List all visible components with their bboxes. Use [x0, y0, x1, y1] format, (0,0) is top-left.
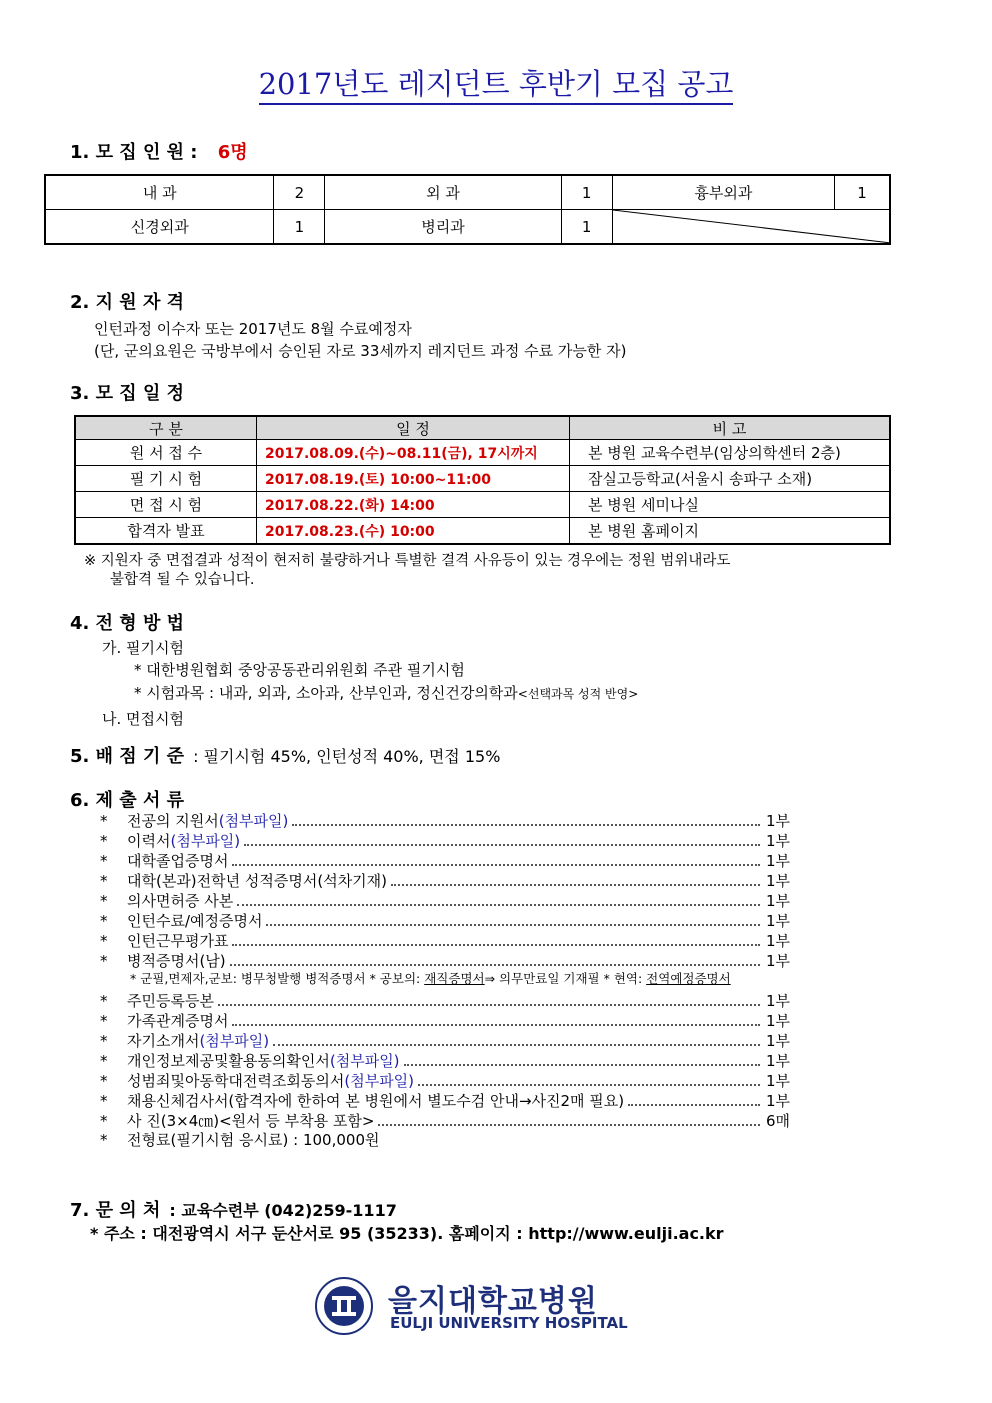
schedule-date: 2017.08.19.(토) 10:00~11:00 [257, 466, 570, 492]
scoring-text: : 필기시험 45%, 인턴성적 40%, 면접 15% [193, 747, 501, 766]
eligibility-line-1: 인턴과정 이수자 또는 2017년도 8월 수료예정자 [94, 320, 412, 338]
document-count: 1부 [765, 932, 790, 950]
empty-diagonal-cell [612, 210, 890, 245]
document-name: 개인정보제공및활용동의확인서 [127, 1052, 330, 1070]
schedule-note: 본 병원 교육수련부(임상의학센터 2층) [570, 440, 891, 466]
hospital-name-korean: 을지대학교병원 [388, 1284, 598, 1319]
table-row [75, 518, 890, 545]
hospital-name-english: EULJI UNIVERSITY HOSPITAL [390, 1314, 628, 1332]
written-exam-detail-2 [134, 683, 638, 704]
document-count: 1부 [765, 812, 790, 830]
list-item: * 사 진(3×4㎝)<원서 등 부착용 포함> 6매 [100, 1112, 790, 1130]
document-name: 가족관계증명서 [127, 1012, 229, 1030]
table-row [75, 492, 890, 518]
document-name: 병적증명서(남) [127, 952, 226, 970]
quota-table [44, 174, 891, 245]
exam-subjects-note: <선택과목 성적 반영> [517, 687, 639, 701]
document-count: 1부 [765, 952, 790, 970]
dot-leader [232, 851, 760, 866]
document-name: 의사면허증 사본 [127, 892, 234, 910]
list-item: * 의사면허증 사본 1부 [100, 892, 790, 910]
schedule-date: 2017.08.23.(수) 10:00 [257, 518, 570, 545]
list-item: * 인턴근무평가표 1부 [100, 932, 790, 950]
schedule-header: 구 분 [75, 416, 257, 440]
dot-leader [218, 991, 760, 1006]
document-name: 인턴근무평가표 [127, 932, 229, 950]
dot-leader [391, 871, 760, 886]
list-item: * 병적증명서(남) 1부 [100, 952, 790, 970]
document-count: 1부 [765, 992, 790, 1010]
quota-count: 1 [835, 175, 890, 210]
quota-count: 1 [561, 175, 612, 210]
written-exam-detail-1: * 대한병원협회 중앙공동관리위원회 주관 필기시험 [134, 661, 465, 679]
document-count: 1부 [765, 852, 790, 870]
list-item: * 자기소개서(첨부파일) 1부 [100, 1032, 790, 1050]
attachment-note: (첨부파일) [170, 832, 241, 850]
dot-leader [232, 931, 760, 946]
document-count: 1부 [765, 1092, 790, 1110]
document-name: 채용신체검사서(합격자에 한하여 본 병원에서 별도수검 안내→사진2매 필요) [127, 1092, 625, 1110]
section-schedule-heading: 3. 모 집 일 정 [70, 383, 184, 404]
section-heading: 1. 모 집 인 원 : [70, 142, 198, 163]
quota-dept: 내 과 [45, 175, 274, 210]
table-row [75, 466, 890, 492]
quota-count: 1 [561, 210, 612, 245]
dot-leader [418, 1071, 760, 1086]
document-name: 성범죄및아동학대전력조회동의서 [127, 1072, 345, 1090]
written-exam-label: 가. 필기시험 [102, 639, 184, 657]
document-name: 이력서 [127, 832, 171, 850]
hospital-emblem-icon [306, 1276, 382, 1336]
attachment-note: (첨부파일) [199, 1032, 270, 1050]
contact-phone: : 교육수련부 (042)259-1117 [169, 1201, 397, 1220]
dot-leader [378, 1111, 760, 1126]
quota-count: 1 [274, 210, 325, 245]
list-item: * 주민등록등본 1부 [100, 992, 790, 1010]
document-count: 1부 [765, 1032, 790, 1050]
military-certificate-note: * 군필,면제자,군보: 병무청발행 병적증명서 * 공보의: 재직증명서⇒ 의무만료일 기재필 * 현역: 전역예정증명서 [130, 971, 731, 986]
list-item: * 대학졸업증명서 1부 [100, 852, 790, 870]
schedule-header: 비 고 [570, 416, 891, 440]
dot-leader [237, 891, 760, 906]
schedule-table [74, 415, 891, 545]
list-item: * 개인정보제공및활용동의확인서(첨부파일) 1부 [100, 1052, 790, 1070]
document-count: 1부 [765, 892, 790, 910]
interview-exam-label: 나. 면접시험 [102, 710, 184, 728]
section-heading: 7. 문 의 처 [70, 1200, 161, 1221]
schedule-notice-line-2: 불합격 될 수 있습니다. [110, 572, 255, 588]
list-item: * 성범죄및아동학대전력조회동의서(첨부파일) 1부 [100, 1072, 790, 1090]
document-count: 1부 [765, 1012, 790, 1030]
quota-count: 2 [274, 175, 325, 210]
document-name: 대학(본과)전학년 성적증명서(석차기재) [127, 872, 388, 890]
document-name: 주민등록등본 [127, 992, 214, 1010]
list-item: * 인턴수료/예정증명서 1부 [100, 912, 790, 930]
document-name: 인턴수료/예정증명서 [127, 912, 263, 930]
dot-leader [292, 811, 760, 826]
section-scoring [70, 742, 500, 768]
schedule-date: 2017.08.22.(화) 14:00 [257, 492, 570, 518]
section-selection-method-heading: 4. 전 형 방 법 [70, 613, 184, 634]
quota-dept: 신경외과 [45, 210, 274, 245]
list-item: * 이력서(첨부파일) 1부 [100, 832, 790, 850]
schedule-notice-line-1: ※ 지원자 중 면접결과 성적이 현저히 불량하거나 특별한 결격 사유등이 있는 경우에는 정원 범위내라도 [84, 553, 731, 569]
document-count: 1부 [765, 912, 790, 930]
document-count: 6매 [765, 1112, 790, 1130]
attachment-note: (첨부파일) [329, 1052, 400, 1070]
attachment-note: (첨부파일) [218, 812, 289, 830]
section-heading: 5. 배 점 기 준 [70, 746, 184, 767]
section-eligibility-heading: 2. 지 원 자 격 [70, 292, 184, 313]
schedule-item: 면 접 시 험 [75, 492, 257, 518]
quota-dept: 외 과 [325, 175, 561, 210]
diagonal-line [613, 210, 891, 243]
list-item: * 채용신체검사서(합격자에 한하여 본 병원에서 별도수검 안내→사진2매 필요) 1부 [100, 1092, 790, 1110]
dot-leader [232, 1011, 760, 1026]
document-count: 1부 [765, 1072, 790, 1090]
dot-leader [244, 831, 760, 846]
document-count: 1부 [765, 832, 790, 850]
contact-address: * 주소 : 대전광역시 서구 둔산서로 95 (35233). 홈페이지 : http://www.eulji.ac.kr [90, 1224, 724, 1243]
exam-subjects: * 시험과목 : 내과, 외과, 소아과, 산부인과, 정신건강의학과 [134, 684, 518, 702]
schedule-item: 합격자 발표 [75, 518, 257, 545]
dot-leader [230, 951, 760, 966]
section-recruit-count [70, 138, 248, 164]
document-name: 사 진(3×4㎝)<원서 등 부착용 포함> [127, 1112, 375, 1130]
schedule-note: 잠실고등학교(서울시 송파구 소재) [570, 466, 891, 492]
document-name: 자기소개서 [127, 1032, 200, 1050]
schedule-item: 원 서 접 수 [75, 440, 257, 466]
dot-leader [273, 1031, 760, 1046]
dot-leader [628, 1091, 760, 1106]
section-documents-heading: 6. 제 출 서 류 [70, 790, 184, 811]
hospital-logo [306, 1276, 686, 1336]
quota-dept: 병리과 [325, 210, 561, 245]
quota-dept: 흉부외과 [612, 175, 834, 210]
dot-leader [266, 911, 760, 926]
schedule-header: 일 정 [257, 416, 570, 440]
section-contact [70, 1196, 397, 1222]
page-title: 2017년도 레지던트 후반기 모집 공고 [0, 62, 992, 103]
document-name: 전공의 지원서 [127, 812, 219, 830]
schedule-item: 필 기 시 험 [75, 466, 257, 492]
list-item: * 전공의 지원서(첨부파일) 1부 [100, 812, 790, 830]
document-count: 1부 [765, 872, 790, 890]
schedule-note: 본 병원 홈페이지 [570, 518, 891, 545]
list-item: * 대학(본과)전학년 성적증명서(석차기재) 1부 [100, 872, 790, 890]
list-item: * 가족관계증명서 1부 [100, 1012, 790, 1030]
eligibility-line-2: (단, 군의요원은 국방부에서 승인된 자로 33세까지 레지던트 과정 수료 가능한 자) [94, 342, 627, 360]
dot-leader [404, 1051, 760, 1066]
schedule-note: 본 병원 세미나실 [570, 492, 891, 518]
attachment-note: (첨부파일) [344, 1072, 415, 1090]
recruit-count-value: 6명 [217, 142, 248, 163]
document-count: 1부 [765, 1052, 790, 1070]
application-fee: * 전형료(필기시험 응시료) : 100,000원 [100, 1131, 380, 1149]
document-name: 대학졸업증명서 [127, 852, 229, 870]
schedule-date: 2017.08.09.(수)~08.11(금), 17시까지 [257, 440, 570, 466]
table-row [75, 440, 890, 466]
